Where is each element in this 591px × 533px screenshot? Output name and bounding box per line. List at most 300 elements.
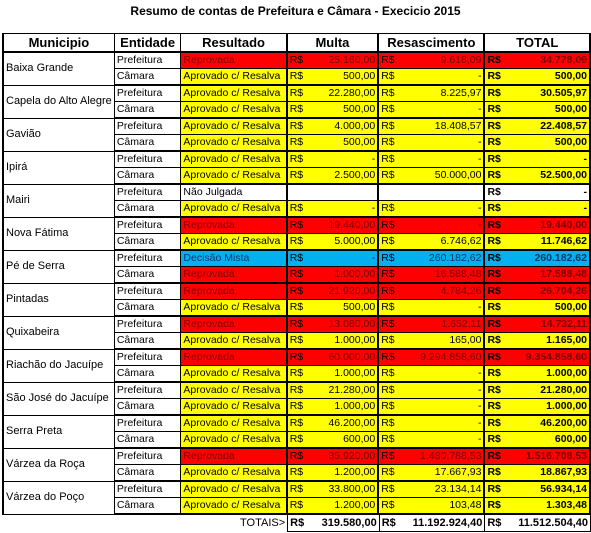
amount-value: 19.440,00 (328, 219, 376, 231)
amount-value: 9.354.858,60 (525, 351, 587, 363)
resultado-label: Aprovado c/ Resalva (183, 400, 281, 412)
resultado-label: Aprovado c/ Resalva (183, 120, 281, 132)
resultado-label: Aprovado c/ Resalva (183, 367, 281, 379)
ressarcimento-cell (378, 465, 484, 482)
multa-cell (287, 250, 378, 267)
table-row (3, 250, 590, 267)
currency-symbol: R$ (289, 334, 304, 346)
header-multa: Multa (287, 34, 378, 53)
resultado-cell (181, 349, 287, 366)
ressarcimento-cell (378, 168, 484, 185)
ressarcimento-cell (378, 481, 484, 498)
entidade-cell: Câmara (114, 498, 181, 515)
resultado-label: Reprovada (183, 219, 235, 231)
entidade-cell: Prefeitura (114, 349, 181, 366)
total-cell (484, 217, 590, 234)
currency-symbol: R$ (381, 202, 395, 214)
currency-symbol: R$ (381, 219, 395, 231)
multa-cell (287, 498, 378, 515)
currency-symbol: R$ (487, 499, 501, 511)
entidade-cell: Câmara (114, 300, 181, 317)
total-cell (484, 498, 590, 515)
currency-symbol: R$ (381, 169, 395, 181)
amount-value: - (583, 153, 587, 165)
amount-value: 500,00 (343, 301, 376, 313)
ressarcimento-cell (378, 184, 484, 201)
amount-value: 52.500,00 (540, 169, 587, 181)
amount-value: 600,00 (554, 433, 587, 445)
resultado-label: Aprovado c/ Resalva (183, 169, 281, 181)
entidade-cell: Câmara (114, 366, 181, 383)
amount-value: 500,00 (554, 136, 587, 148)
amount-value: - (583, 186, 587, 198)
total-cell (484, 448, 590, 465)
resultado-label: Aprovado c/ Resalva (183, 103, 281, 115)
total-cell (484, 267, 590, 284)
amount-value: - (477, 70, 482, 82)
amount-value: 22.408,57 (540, 120, 587, 132)
multa-cell (287, 234, 378, 251)
amount-value: 50.000,00 (434, 169, 482, 181)
amount-value: 46.200,00 (328, 417, 376, 429)
resultado-label: Aprovado c/ Resalva (183, 70, 281, 82)
amount-value: 1.000,00 (334, 367, 376, 379)
currency-symbol: R$ (289, 219, 304, 231)
table-row (3, 118, 590, 135)
amount-value: - (477, 433, 482, 445)
currency-symbol: R$ (381, 384, 395, 396)
currency-symbol: R$ (289, 103, 304, 115)
total-cell (484, 432, 590, 449)
entidade-cell: Câmara (114, 102, 181, 119)
multa-cell (287, 366, 378, 383)
currency-symbol: R$ (381, 351, 395, 363)
total-cell (484, 151, 590, 168)
resultado-label: Reprovada (183, 285, 235, 297)
ressarcimento-cell (378, 399, 484, 416)
table-row (3, 151, 590, 168)
currency-symbol: R$ (381, 466, 395, 478)
ressarcimento-cell (378, 267, 484, 284)
multa-cell (287, 184, 378, 201)
entidade-cell: Prefeitura (114, 415, 181, 432)
resultado-cell (181, 151, 287, 168)
ressarcimento-cell (378, 415, 484, 432)
entidade-cell: Câmara (114, 267, 181, 284)
resultado-label: Aprovado c/ Resalva (183, 301, 281, 313)
amount-value: 18.408,57 (434, 120, 482, 132)
resultado-label: Não Julgada (183, 186, 243, 198)
multa-cell (287, 118, 378, 135)
resultado-label: Aprovado c/ Resalva (183, 384, 281, 396)
total-cell (484, 102, 590, 119)
currency-symbol: R$ (289, 417, 304, 429)
currency-symbol: R$ (289, 169, 304, 181)
amount-value: 1.165,00 (546, 334, 587, 346)
ressarcimento-cell (378, 69, 484, 86)
table-row (3, 481, 590, 498)
total-cell (484, 52, 590, 69)
resultado-cell (181, 135, 287, 152)
resultado-cell (181, 300, 287, 317)
resultado-label: Aprovado c/ Resalva (183, 483, 281, 495)
resultado-cell (181, 250, 287, 267)
entidade-cell: Câmara (114, 333, 181, 350)
entidade-cell: Prefeitura (114, 151, 181, 168)
amount-value: - (371, 252, 376, 264)
amount-value: 17.667,93 (434, 466, 482, 478)
ressarcimento-cell (378, 118, 484, 135)
total-cell (484, 349, 590, 366)
currency-symbol: R$ (289, 301, 304, 313)
entidade-cell: Câmara (114, 168, 181, 185)
currency-symbol: R$ (289, 450, 304, 462)
ressarcimento-cell (378, 448, 484, 465)
resultado-label: Aprovado c/ Resalva (183, 136, 281, 148)
resultado-cell (181, 102, 287, 119)
resultado-cell (181, 168, 287, 185)
total-cell (484, 283, 590, 300)
currency-symbol: R$ (289, 499, 304, 511)
amount-value: - (477, 202, 482, 214)
currency-symbol: R$ (487, 136, 501, 148)
amount-value: - (477, 384, 482, 396)
currency-symbol: R$ (381, 54, 395, 66)
resultado-cell (181, 382, 287, 399)
table-row (3, 85, 590, 102)
currency-symbol: R$ (381, 499, 395, 511)
currency-symbol: R$ (289, 483, 304, 495)
resultado-cell (181, 465, 287, 482)
amount-value: - (477, 367, 482, 379)
totals-total: R$ 11.512.504,40 (485, 515, 591, 532)
amount-value: 16.588,48 (434, 268, 482, 280)
currency-symbol: R$ (487, 400, 501, 412)
resultado-cell (181, 283, 287, 300)
amount-value: - (477, 417, 482, 429)
resultado-label: Reprovada (183, 54, 235, 66)
currency-symbol: R$ (381, 153, 395, 165)
amount-value: 500,00 (343, 136, 376, 148)
currency-symbol: R$ (289, 120, 304, 132)
municipio-name: Pintadas (3, 283, 114, 316)
multa-cell (287, 349, 378, 366)
municipio-name: Baixa Grande (3, 52, 114, 85)
ressarcimento-cell (378, 135, 484, 152)
amount-value: 1.516.708,53 (525, 450, 587, 462)
total-cell (484, 399, 590, 416)
amount-value: 1.000,00 (334, 334, 376, 346)
multa-cell (287, 465, 378, 482)
resultado-label: Reprovada (183, 318, 235, 330)
resultado-cell (181, 432, 287, 449)
multa-cell (287, 201, 378, 218)
currency-symbol: R$ (381, 318, 395, 330)
amount-value: 11.746,62 (540, 235, 587, 247)
currency-symbol: R$ (381, 301, 395, 313)
resultado-label: Aprovado c/ Resalva (183, 417, 281, 429)
currency-symbol: R$ (487, 186, 501, 198)
resultado-cell (181, 118, 287, 135)
total-cell (484, 118, 590, 135)
amount-value: - (477, 136, 482, 148)
amount-value: 165,00 (449, 334, 482, 346)
total-cell (484, 415, 590, 432)
amount-value: 4.784,26 (440, 285, 482, 297)
currency-symbol: R$ (289, 153, 304, 165)
resultado-cell (181, 267, 287, 284)
table-body (3, 52, 590, 514)
amount-value: 1.480.788,53 (420, 450, 482, 462)
resultado-cell (181, 415, 287, 432)
amount-value: 500,00 (554, 301, 587, 313)
entidade-cell: Prefeitura (114, 184, 181, 201)
amount-value: 260.182,62 (534, 252, 587, 264)
amount-value: 1.000,00 (334, 400, 376, 412)
table-row (3, 52, 590, 69)
amount-value: 500,00 (343, 103, 376, 115)
currency-symbol: R$ (487, 54, 501, 66)
amount-value: 1.652,11 (441, 318, 482, 330)
amount-value: 6.746,62 (440, 235, 482, 247)
currency-symbol: R$ (381, 400, 395, 412)
resultado-cell (181, 481, 287, 498)
municipio-name: Gavião (3, 118, 114, 151)
resultado-cell (181, 69, 287, 86)
currency-symbol: R$ (487, 301, 501, 313)
currency-symbol: R$ (381, 285, 395, 297)
ressarcimento-cell (378, 366, 484, 383)
header-resultado: Resultado (181, 34, 287, 53)
amount-value: 500,00 (554, 103, 587, 115)
amount-value: - (477, 103, 482, 115)
currency-symbol: R$ (289, 54, 304, 66)
table-row (3, 448, 590, 465)
entidade-cell: Câmara (114, 432, 181, 449)
municipio-name: Nova Fátima (3, 217, 114, 250)
header-row (3, 34, 590, 53)
multa-cell (287, 432, 378, 449)
currency-symbol: R$ (289, 202, 304, 214)
amount-value: - (477, 400, 482, 412)
header-total: TOTAL (484, 34, 590, 53)
resultado-label: Aprovado c/ Resalva (183, 499, 281, 511)
currency-symbol: R$ (381, 235, 395, 247)
entidade-cell: Câmara (114, 465, 181, 482)
amount-value: - (477, 153, 482, 165)
amount-value: - (371, 202, 376, 214)
municipio-name: Capela do Alto Alegre (3, 85, 114, 118)
currency-symbol: R$ (289, 318, 304, 330)
ressarcimento-cell (378, 217, 484, 234)
currency-symbol: R$ (487, 433, 501, 445)
resultado-cell (181, 52, 287, 69)
totals-ressarcimento: R$ 11.192.924,40 (379, 515, 485, 532)
currency-symbol: R$ (381, 103, 395, 115)
resultado-label: Aprovado c/ Resalva (183, 235, 281, 247)
currency-symbol: R$ (381, 483, 395, 495)
multa-cell (287, 399, 378, 416)
multa-cell (287, 69, 378, 86)
currency-symbol: R$ (487, 202, 501, 214)
resultado-label: Aprovado c/ Resalva (183, 433, 281, 445)
total-cell (484, 69, 590, 86)
total-cell (484, 184, 590, 201)
table-row (3, 382, 590, 399)
amount-value: 14.732,11 (540, 318, 587, 330)
currency-symbol: R$ (487, 450, 501, 462)
currency-symbol: R$ (289, 384, 304, 396)
table-row (3, 349, 590, 366)
entidade-cell: Prefeitura (114, 382, 181, 399)
multa-cell (287, 151, 378, 168)
currency-symbol: R$ (289, 268, 304, 280)
amount-value: 21.280,00 (328, 384, 376, 396)
amount-value: - (477, 301, 482, 313)
currency-symbol: R$ (289, 466, 304, 478)
entidade-cell: Prefeitura (114, 52, 181, 69)
header-entidade: Entidade (114, 34, 181, 53)
ressarcimento-cell (378, 283, 484, 300)
currency-symbol: R$ (487, 318, 501, 330)
amount-value: - (371, 153, 376, 165)
report-title: Resumo de contas de Prefeitura e Câmara - Execicio 2015 (130, 4, 461, 18)
amount-value: 500,00 (554, 70, 587, 82)
resultado-label: Aprovado c/ Resalva (183, 334, 281, 346)
currency-symbol: R$ (381, 334, 395, 346)
contas-table (2, 33, 591, 515)
amount-value: 5.000,00 (334, 235, 376, 247)
municipio-name: Várzea do Poço (3, 481, 114, 514)
amount-value: 260.182,62 (428, 252, 482, 264)
amount-value: 23.134,14 (434, 483, 482, 495)
ressarcimento-cell (378, 52, 484, 69)
currency-symbol: R$ (487, 351, 501, 363)
currency-symbol: R$ (487, 70, 501, 82)
municipio-name: Ipirá (3, 151, 114, 184)
currency-symbol: R$ (487, 483, 501, 495)
entidade-cell: Prefeitura (114, 316, 181, 333)
total-cell (484, 300, 590, 317)
total-cell (484, 250, 590, 267)
amount-value: 1.000,00 (546, 400, 587, 412)
entidade-cell: Prefeitura (114, 217, 181, 234)
currency-symbol: R$ (381, 367, 395, 379)
amount-value: 46.200,00 (540, 417, 587, 429)
entidade-cell: Prefeitura (114, 448, 181, 465)
municipio-name: Serra Preta (3, 415, 114, 448)
municipio-name: Quixabeira (3, 316, 114, 349)
table-row (3, 184, 590, 201)
resultado-label: Aprovado c/ Resalva (183, 466, 281, 478)
entidade-cell: Câmara (114, 135, 181, 152)
amount-value: 1.200,00 (334, 499, 376, 511)
currency-symbol: R$ (487, 367, 501, 379)
entidade-cell: Câmara (114, 201, 181, 218)
header-municipio: Municipio (3, 34, 114, 53)
multa-cell (287, 382, 378, 399)
municipio-name: Mairi (3, 184, 114, 217)
currency-symbol: R$ (381, 268, 395, 280)
ressarcimento-cell (378, 234, 484, 251)
amount-value: 18.867,93 (540, 466, 587, 478)
currency-symbol: R$ (289, 285, 304, 297)
entidade-cell: Prefeitura (114, 481, 181, 498)
amount-value: - (477, 219, 482, 231)
table-row (3, 415, 590, 432)
currency-symbol: R$ (289, 70, 304, 82)
amount-value: 2.500,00 (334, 169, 376, 181)
ressarcimento-cell (378, 432, 484, 449)
total-cell (484, 85, 590, 102)
currency-symbol: R$ (487, 334, 501, 346)
currency-symbol: R$ (381, 136, 395, 148)
resultado-label: Aprovado c/ Resalva (183, 202, 281, 214)
municipio-name: São José do Jacuípe (3, 382, 114, 415)
total-cell (484, 333, 590, 350)
currency-symbol: R$ (487, 268, 501, 280)
multa-cell (287, 448, 378, 465)
currency-symbol: R$ (289, 136, 304, 148)
totals-label: TOTAIS> (240, 517, 286, 529)
resultado-cell (181, 234, 287, 251)
resultado-label: Reprovada (183, 268, 235, 280)
currency-symbol: R$ (289, 433, 304, 445)
ressarcimento-cell (378, 300, 484, 317)
amount-value: 21.920,00 (328, 285, 376, 297)
ressarcimento-cell (378, 201, 484, 218)
multa-cell (287, 316, 378, 333)
currency-symbol: R$ (487, 417, 501, 429)
total-cell (484, 234, 590, 251)
municipio-name: Riachão do Jacuípe (3, 349, 114, 382)
resultado-cell (181, 184, 287, 201)
amount-value: 1.303,48 (546, 499, 587, 511)
currency-symbol: R$ (487, 87, 501, 99)
total-cell (484, 201, 590, 218)
ressarcimento-cell (378, 333, 484, 350)
amount-value: 103,48 (449, 499, 482, 511)
currency-symbol: R$ (289, 252, 304, 264)
ressarcimento-cell (378, 382, 484, 399)
resultado-cell (181, 448, 287, 465)
multa-cell (287, 52, 378, 69)
amount-value: 1.200,00 (334, 466, 376, 478)
multa-cell (287, 168, 378, 185)
currency-symbol: R$ (289, 400, 304, 412)
resultado-label: Decisão Mista (183, 252, 250, 264)
amount-value: 25.160,00 (328, 54, 376, 66)
ressarcimento-cell (378, 250, 484, 267)
currency-symbol: R$ (487, 252, 501, 264)
amount-value: 19.440,00 (540, 219, 587, 231)
resultado-label: Aprovado c/ Resalva (183, 87, 281, 99)
total-cell (484, 382, 590, 399)
currency-symbol: R$ (487, 169, 501, 181)
total-cell (484, 316, 590, 333)
amount-value: 26.704,26 (540, 285, 587, 297)
multa-cell (287, 333, 378, 350)
entidade-cell: Prefeitura (114, 283, 181, 300)
ressarcimento-cell (378, 316, 484, 333)
amount-value: 33.800,00 (328, 483, 376, 495)
currency-symbol: R$ (289, 351, 304, 363)
multa-cell (287, 217, 378, 234)
amount-value: 21.280,00 (540, 384, 587, 396)
amount-value: 35.920,00 (328, 450, 376, 462)
total-cell (484, 366, 590, 383)
table-row (3, 283, 590, 300)
